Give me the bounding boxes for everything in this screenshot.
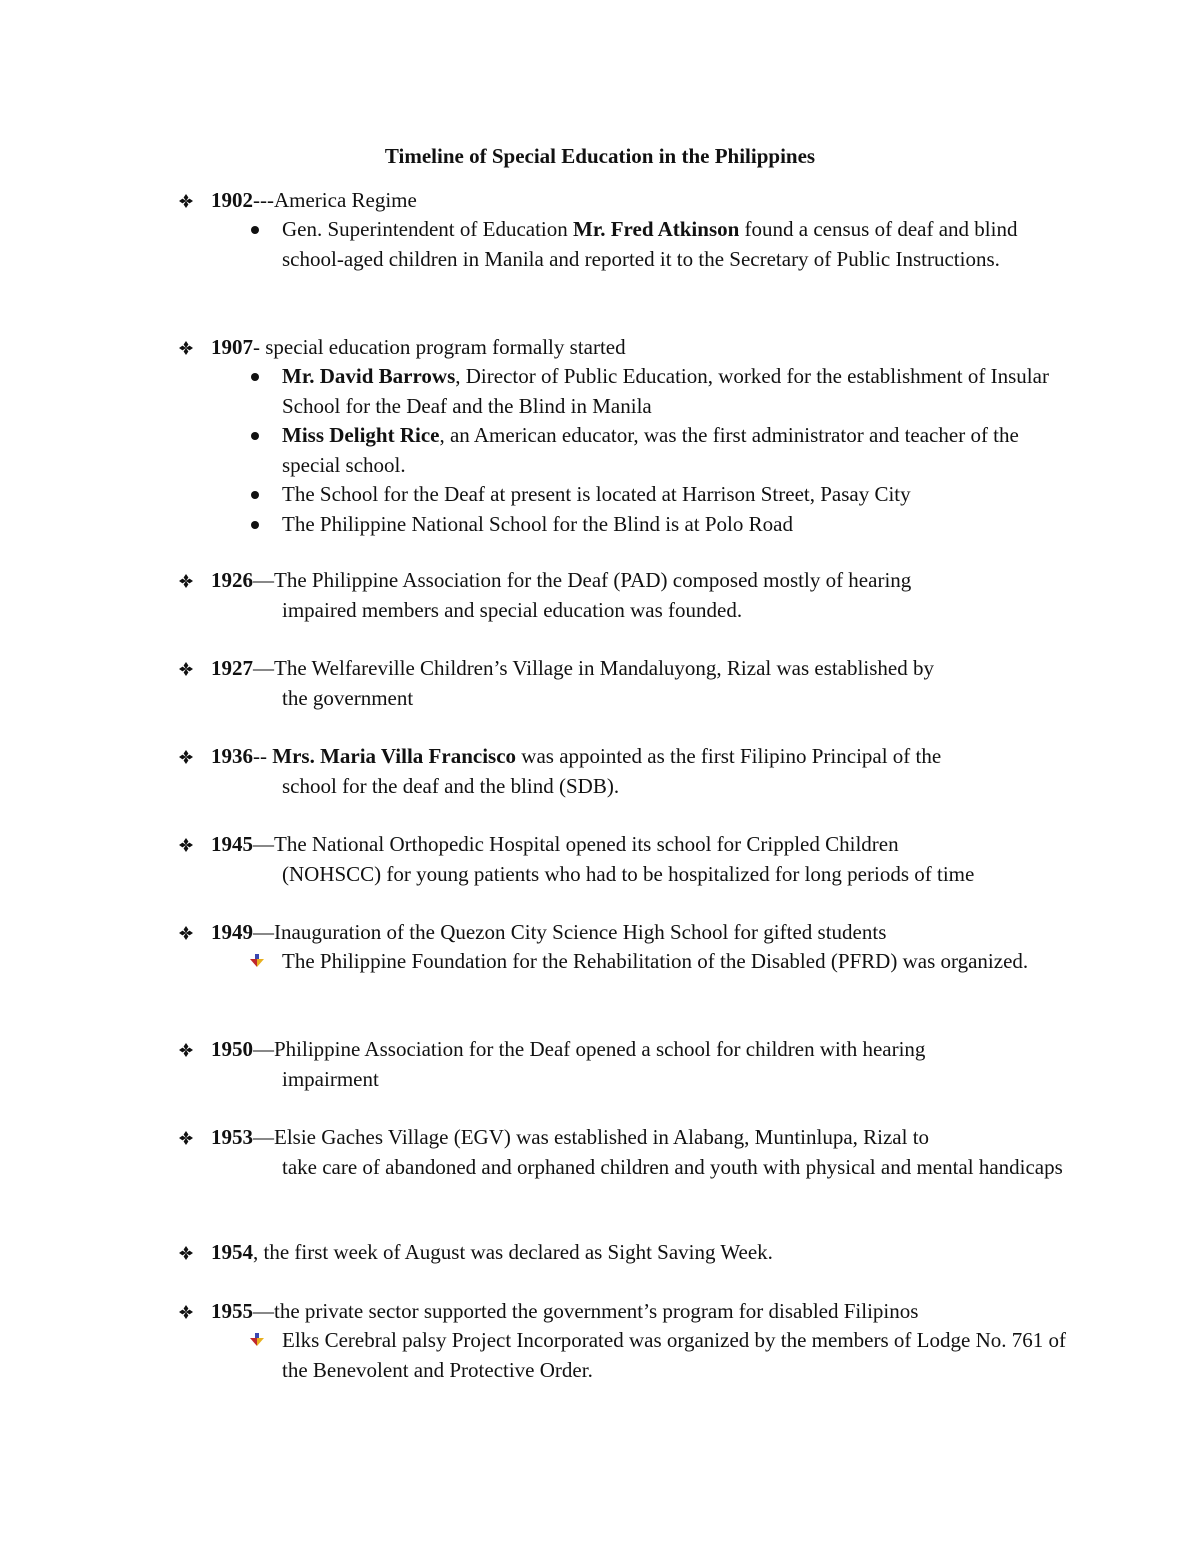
bullet-text: of Insular School for the Deaf and the Blind in Manila: [282, 364, 1049, 418]
bullet-text: , Director of Public Education, worked for the establishment: [455, 364, 963, 388]
entry-separator: —: [253, 1125, 274, 1149]
bullet-text: The Philippine Foundation for the Rehabilitation of the Disabled (PFRD) was: [282, 949, 936, 973]
entry-heading: [211, 830, 899, 860]
entry-text: special education program formally started: [265, 335, 626, 359]
entry-year: 1902: [211, 188, 253, 212]
person-name: Miss Delight Rice: [282, 423, 440, 447]
entry-text: the private sector supported the government’s program for disabled Filipinos: [274, 1299, 919, 1323]
entry-separator: —: [253, 832, 274, 856]
entry-year: 1950: [211, 1037, 253, 1061]
entry-text: was appointed as the first Filipino Principal of the: [516, 744, 942, 768]
entry-year: 1936: [211, 744, 253, 768]
entry-text-continued: impairment: [282, 1066, 379, 1091]
list-item: [0, 421, 1200, 480]
entry-separator: --: [253, 744, 273, 768]
four-diamond-icon: [178, 1035, 200, 1064]
four-diamond-icon: [178, 1238, 200, 1267]
four-diamond-icon: [178, 1123, 200, 1152]
round-bullet-icon: [249, 510, 265, 539]
entry-text-continued: (NOHSCC) for young patients who had to be hospitalized for long periods of time: [282, 861, 975, 886]
list-item: [0, 1326, 1200, 1385]
entry-heading: [211, 742, 941, 772]
four-diamond-icon: [178, 566, 200, 595]
list-item: [0, 510, 1200, 540]
round-bullet-icon: [249, 480, 265, 509]
entry-heading: [211, 1297, 918, 1327]
bullet-text: organized.: [940, 949, 1029, 973]
entry-separator: —: [253, 568, 274, 592]
entry-year: 1953: [211, 1125, 253, 1149]
entry-1902-bullets: [0, 215, 1200, 303]
entry-year: 1927: [211, 656, 253, 680]
four-diamond-icon: [178, 654, 200, 683]
bullet-text: found a census of deaf and: [739, 217, 970, 241]
bullet-text: The School for the Deaf at present is located at Harrison Street, Pasay City: [282, 482, 911, 506]
entry-text-continued: school for the deaf and the blind (SDB).: [282, 773, 620, 798]
down-arrow-icon: [249, 1326, 265, 1355]
list-item: [0, 215, 1200, 303]
four-diamond-icon: [178, 918, 200, 947]
entry-separator: —: [253, 1299, 274, 1323]
entry-separator: —: [253, 1037, 274, 1061]
entry-text: Inauguration of the Quezon City Science High School for gifted students: [274, 920, 887, 944]
entry-heading: [211, 1035, 925, 1065]
list-item: [0, 362, 1200, 421]
bullet-text: Elks Cerebral palsy Project Incorporated was organized by the members of Lodge: [282, 1328, 971, 1352]
entry-heading: [211, 1238, 773, 1268]
entry-text: The Welfareville Children’s Village in Mandaluyong, Rizal was established by: [274, 656, 934, 680]
four-diamond-icon: [178, 186, 200, 215]
entry-heading: [211, 1123, 929, 1153]
entry-year: 1949: [211, 920, 253, 944]
bullet-text: The Philippine National School for the Blind is at Polo Road: [282, 511, 793, 536]
entry-text-continued: impaired members and special education was founded.: [282, 597, 743, 622]
four-diamond-icon: [178, 830, 200, 859]
entry-1907-bullets: [0, 362, 1200, 539]
bullet-text: Gen. Superintendent of Education: [282, 217, 574, 241]
entry-text: Elsie Gaches Village (EGV) was established in Alabang, Muntinlupa, Rizal to: [274, 1125, 930, 1149]
list-item: [0, 480, 1200, 510]
entry-text-continued: the government: [282, 685, 414, 710]
entry-text-continued: take care of abandoned and orphaned children and youth with physical and mental handicaps: [282, 1154, 1063, 1179]
round-bullet-icon: [249, 215, 265, 244]
four-diamond-icon: [178, 333, 200, 362]
bullet-text: , an American educator, was the first administrator and teacher: [439, 423, 966, 447]
document-title: Timeline of Special Education in the Philippines: [384, 144, 816, 168]
four-diamond-icon: [178, 742, 200, 771]
list-item: [0, 947, 1200, 1006]
person-name: Mrs. Maria Villa Francisco: [272, 744, 517, 768]
entry-text: Philippine Association for the Deaf opened a school for children with hearing: [274, 1037, 926, 1061]
down-arrow-icon: [249, 947, 265, 976]
entry-text: the first week of August was declared as Sight Saving Week.: [263, 1240, 773, 1264]
person-name: Mr. David Barrows: [282, 364, 456, 388]
entry-heading: [211, 566, 911, 596]
entry-separator: ,: [253, 1240, 264, 1264]
entry-separator: —: [253, 656, 274, 680]
entry-separator: ---: [253, 188, 274, 212]
person-name: Mr. Fred Atkinson: [573, 217, 740, 241]
round-bullet-icon: [249, 362, 265, 391]
entry-1949-bullets: [0, 947, 1200, 1006]
four-diamond-icon: [178, 1297, 200, 1326]
bullet-text: of the special school.: [282, 423, 1019, 477]
entry-year: 1955: [211, 1299, 253, 1323]
entry-1955-bullets: [0, 1326, 1200, 1385]
bullet-text: No. 761 of the Benevolent and Protective Order.: [282, 1328, 1066, 1382]
entry-text: America Regime: [273, 188, 417, 212]
entry-heading: [211, 918, 886, 948]
entry-heading: [211, 333, 626, 363]
entry-text: The Philippine Association for the Deaf (PAD) composed mostly of hearing: [274, 568, 912, 592]
entry-year: 1907: [211, 335, 253, 359]
bullet-text: blind school-aged children in Manila and reported it to the Secretary of Public Instructions.: [282, 217, 1018, 271]
entry-year: 1954: [211, 1240, 253, 1264]
entry-heading: [211, 186, 417, 216]
entry-heading: [211, 654, 934, 684]
entry-text: The National Orthopedic Hospital opened its school for Crippled Children: [274, 832, 899, 856]
entry-year: 1945: [211, 832, 253, 856]
entry-separator: —: [253, 920, 274, 944]
entry-separator: -: [253, 335, 266, 359]
round-bullet-icon: [249, 421, 265, 450]
entry-year: 1926: [211, 568, 253, 592]
